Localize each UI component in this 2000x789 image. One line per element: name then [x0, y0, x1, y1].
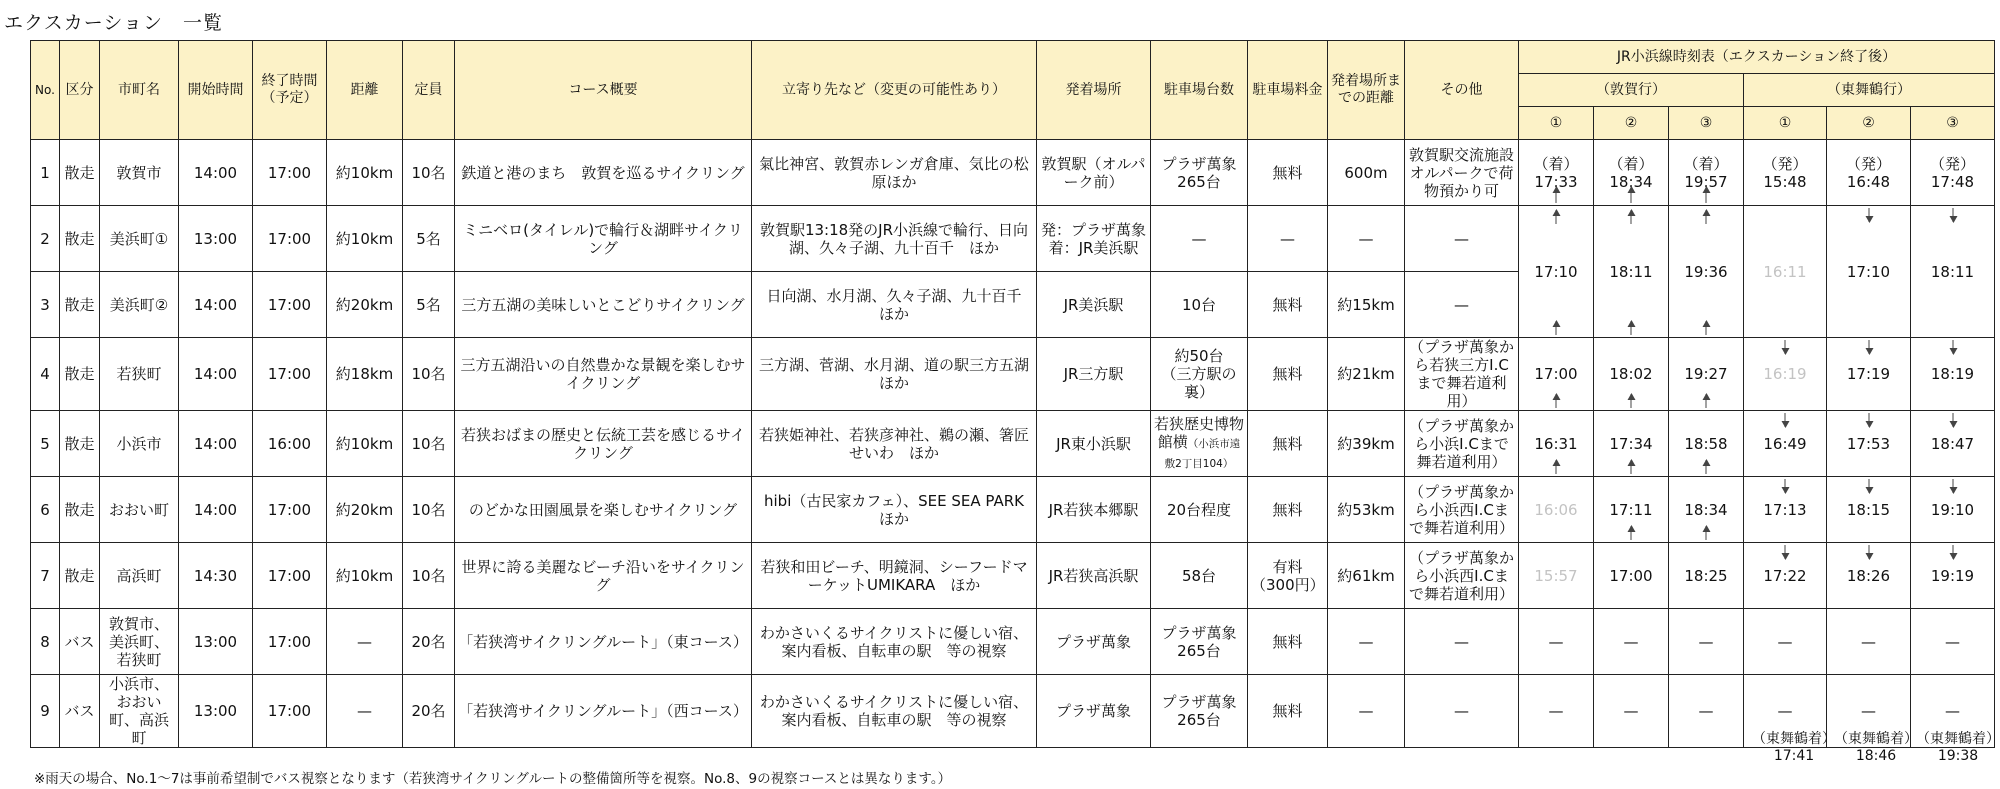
cell-depart: プラザ萬象 — [1037, 609, 1151, 675]
cell-stops: hibi（古民家カフェ）、SEE SEA PARK ほか — [752, 477, 1037, 543]
cell-distance: 約10km — [327, 140, 403, 206]
cell-capacity: 20名 — [403, 609, 455, 675]
cell-capacity: 10名 — [403, 543, 455, 609]
tt-time: 15:48 — [1763, 172, 1807, 191]
tt-cell — [1911, 411, 1995, 477]
arrival-label: （東舞鶴着） — [1916, 731, 2000, 747]
arrival-note — [1752, 731, 1836, 765]
cell-distance: — — [327, 675, 403, 748]
header-other: その他 — [1405, 41, 1519, 140]
cell-kubun: バス — [60, 675, 100, 748]
table-row — [31, 140, 1995, 206]
cell-distance: 約18km — [327, 338, 403, 411]
tt-cell — [1669, 206, 1744, 338]
tt-time: 18:26 — [1846, 566, 1891, 585]
tt-label: （着） — [1533, 154, 1579, 173]
table-row — [31, 206, 1995, 272]
cell-course: 若狭おばまの歴史と伝統工芸を感じるサイクリング — [455, 411, 752, 477]
cell-start: 13:00 — [179, 675, 253, 748]
cell-dist-to: 約15km — [1328, 272, 1405, 338]
arrow-up-icon — [1631, 187, 1632, 203]
tt-time: 19:36 — [1684, 262, 1728, 281]
cell-start: 13:00 — [179, 206, 253, 272]
tt-time: 19:57 — [1684, 172, 1728, 191]
cell-depart: JR三方駅 — [1037, 338, 1151, 411]
tt-cell — [1669, 411, 1744, 477]
cell-fee: 無料 — [1248, 338, 1328, 411]
cell-kubun: バス — [60, 609, 100, 675]
parking-count: 約50台 — [1174, 347, 1224, 365]
arrival-label: （東舞鶴着） — [1752, 731, 1836, 747]
cell-depart: JR美浜駅 — [1037, 272, 1151, 338]
cell-course: 三方五湖沿いの自然豊かな景観を楽しむサイクリング — [455, 338, 752, 411]
header-city: 市町名 — [100, 41, 179, 140]
arrow-up-icon — [1631, 321, 1632, 335]
cell-start: 13:00 — [179, 609, 253, 675]
cell-start: 14:00 — [179, 272, 253, 338]
tt-time: 18:34 — [1609, 172, 1653, 191]
tt-cell: — — [1594, 675, 1669, 748]
cell-stops: 三方湖、菅湖、水月湖、道の駅三方五湖 ほか — [752, 338, 1037, 411]
cell-city: 敦賀市、美浜町、若狭町 — [100, 609, 179, 675]
tt-cell — [1744, 338, 1827, 411]
cell-depart: プラザ萬象 — [1037, 675, 1151, 748]
tt-time: 16:31 — [1534, 434, 1578, 453]
table-row — [31, 338, 1995, 411]
tt-time: 16:48 — [1846, 172, 1891, 191]
header-capacity: 定員 — [403, 41, 455, 140]
header-depart: 発着場所 — [1037, 41, 1151, 140]
cell-end: 17:00 — [253, 140, 327, 206]
cell-dist-to: 約39km — [1328, 411, 1405, 477]
tt-label: （発） — [1762, 154, 1808, 173]
cell-parking: プラザ萬象265台 — [1151, 609, 1248, 675]
cell-parking: 10台 — [1151, 272, 1248, 338]
cell-depart: JR若狭高浜駅 — [1037, 543, 1151, 609]
tt-cell — [1744, 543, 1827, 609]
tt-cell — [1911, 543, 1995, 609]
cell-other: （プラザ萬象から小浜西I.Cまで舞若道利用） — [1405, 543, 1519, 609]
tt-cell — [1519, 206, 1594, 338]
cell-stops: 敦賀駅13:18発のJR小浜線で輪行、日向湖、久々子湖、九十百千 ほか — [752, 206, 1037, 272]
tt-time: 18:47 — [1930, 434, 1975, 453]
cell-start: 14:00 — [179, 338, 253, 411]
tt-cell: — — [1594, 609, 1669, 675]
header-num: ② — [1594, 107, 1669, 140]
cell-distance: 約10km — [327, 411, 403, 477]
cell-end: 17:00 — [253, 206, 327, 272]
tt-cell — [1744, 477, 1827, 543]
cell-start: 14:30 — [179, 543, 253, 609]
tt-cell — [1744, 140, 1827, 206]
tt-cell — [1827, 338, 1911, 411]
arrow-up-icon — [1706, 460, 1707, 474]
tt-cell: — — [1669, 675, 1744, 748]
cell-dist-to: — — [1328, 675, 1405, 748]
tt-label: （発） — [1845, 154, 1891, 173]
cell-dist-to: 約61km — [1328, 543, 1405, 609]
arrow-up-icon — [1556, 321, 1557, 335]
cell-city: 小浜市、おおい町、高浜町 — [100, 675, 179, 748]
cell-distance: 約20km — [327, 272, 403, 338]
cell-course: 世界に誇る美麗なビーチ沿いをサイクリング — [455, 543, 752, 609]
tt-cell — [1519, 543, 1594, 609]
cell-other: — — [1405, 675, 1519, 748]
header-course: コース概要 — [455, 41, 752, 140]
arrival-time: 18:46 — [1855, 748, 1897, 764]
cell-distance: 約20km — [327, 477, 403, 543]
arrival-time: 19:38 — [1937, 748, 1979, 764]
cell-dist-to: 約53km — [1328, 477, 1405, 543]
cell-end: 17:00 — [253, 477, 327, 543]
cell-parking — [1151, 338, 1248, 411]
header-stops: 立寄り先など（変更の可能性あり） — [752, 41, 1037, 140]
arrow-up-icon — [1631, 460, 1632, 474]
table-row — [31, 675, 1995, 748]
arrow-up-icon — [1556, 394, 1557, 408]
tt-time: 17:13 — [1763, 500, 1807, 519]
tt-cell: — — [1669, 609, 1744, 675]
cell-end: 16:00 — [253, 411, 327, 477]
cell-parking: — — [1151, 206, 1248, 272]
cell-city: 若狭町 — [100, 338, 179, 411]
tt-cell — [1827, 140, 1911, 206]
tt-cell: — — [1827, 609, 1911, 675]
table-row — [31, 477, 1995, 543]
arrow-up-icon — [1706, 526, 1707, 540]
tt-time: 19:10 — [1930, 500, 1975, 519]
header-parking: 駐車場台数 — [1151, 41, 1248, 140]
tt-time: 16:11 — [1763, 262, 1807, 281]
cell-other: （プラザ萬象から小浜西I.Cまで舞若道利用） — [1405, 477, 1519, 543]
cell-kubun: 散走 — [60, 140, 100, 206]
tt-cell — [1594, 338, 1669, 411]
tt-time: 17:22 — [1763, 566, 1807, 585]
tt-cell — [1669, 477, 1744, 543]
tt-time: 17:10 — [1534, 262, 1578, 281]
cell-distance: 約10km — [327, 543, 403, 609]
parking-count: 若狭歴史博物館横 — [1154, 414, 1245, 451]
cell-distance: — — [327, 609, 403, 675]
tt-cell: — — [1911, 609, 1995, 675]
cell-other: — — [1405, 206, 1519, 272]
cell-course: 「若狭湾サイクリングルート」（東コース） — [455, 609, 752, 675]
cell-fee: — — [1248, 206, 1328, 272]
cell-kubun: 散走 — [60, 543, 100, 609]
tt-time: 16:06 — [1534, 500, 1578, 519]
cell-stops: 若狭姫神社、若狭彦神社、鵜の瀬、箸匠せいわ ほか — [752, 411, 1037, 477]
cell-other: （プラザ萬象から若狭三方I.Cまで舞若道利用） — [1405, 338, 1519, 411]
cell-fee: 無料 — [1248, 675, 1328, 748]
tt-label: （発） — [1929, 154, 1975, 173]
cell-capacity: 5名 — [403, 206, 455, 272]
tt-time: 16:19 — [1763, 365, 1807, 383]
cell-end: 17:00 — [253, 272, 327, 338]
tt-cell: — — [1519, 675, 1594, 748]
tt-time: 17:00 — [1609, 566, 1653, 585]
cell-stops: わかさいくるサイクリストに優しい宿、案内看板、自転車の駅 等の視察 — [752, 609, 1037, 675]
header-distance: 距離 — [327, 41, 403, 140]
tt-cell — [1744, 206, 1827, 338]
table-row — [31, 411, 1995, 477]
cell-end: 17:00 — [253, 675, 327, 748]
tt-time: 18:02 — [1609, 365, 1653, 383]
cell-dist-to: 600m — [1328, 140, 1405, 206]
cell-parking: プラザ萬象265台 — [1151, 675, 1248, 748]
tt-time: 17:48 — [1930, 172, 1975, 191]
arrow-up-icon — [1706, 394, 1707, 408]
arrival-label: （東舞鶴着） — [1834, 731, 1918, 747]
arrow-up-icon — [1556, 187, 1557, 203]
tt-cell: — — [1744, 675, 1827, 748]
cell-depart: 発：プラザ萬象着：JR美浜駅 — [1037, 206, 1151, 272]
header-no: No. — [31, 41, 60, 140]
cell-fee: 無料 — [1248, 477, 1328, 543]
arrival-note — [1834, 731, 1918, 765]
cell-no: 1 — [31, 140, 60, 206]
footnote: ※雨天の場合、No.1～7は事前希望制でバス視察となります（若狭湾サイクリングルートの整備箇所等を視察。No.8、9の視察コースとは異なります。） — [34, 771, 952, 787]
cell-other: 敦賀駅交流施設オルパークで荷物預かり可 — [1405, 140, 1519, 206]
arrow-up-icon — [1556, 460, 1557, 474]
cell-course: 三方五湖の美味しいとこどりサイクリング — [455, 272, 752, 338]
tt-cell — [1827, 411, 1911, 477]
tt-time: 17:33 — [1534, 172, 1578, 191]
tt-cell — [1519, 477, 1594, 543]
tt-cell — [1519, 140, 1594, 206]
table-row — [31, 609, 1995, 675]
cell-kubun: 散走 — [60, 206, 100, 272]
tt-time: 18:25 — [1684, 566, 1728, 585]
tt-cell: — — [1519, 609, 1594, 675]
tt-cell — [1519, 338, 1594, 411]
cell-dist-to: — — [1328, 206, 1405, 272]
header-maizuru-bound: （東舞鶴行） — [1744, 74, 1995, 107]
cell-city: 美浜町② — [100, 272, 179, 338]
table-row — [31, 543, 1995, 609]
header-end-time: 終了時間（予定） — [253, 41, 327, 140]
arrival-note — [1916, 731, 2000, 765]
cell-end: 17:00 — [253, 543, 327, 609]
tt-label: （着） — [1608, 154, 1654, 173]
cell-capacity: 10名 — [403, 338, 455, 411]
header-num: ③ — [1669, 107, 1744, 140]
tt-time: 17:11 — [1609, 500, 1653, 519]
cell-city: 小浜市 — [100, 411, 179, 477]
cell-other: — — [1405, 609, 1519, 675]
tt-time: 19:27 — [1684, 365, 1728, 383]
cell-stops: 氣比神宮、敦賀赤レンガ倉庫、気比の松原ほか — [752, 140, 1037, 206]
cell-city: 敦賀市 — [100, 140, 179, 206]
cell-course: ミニベロ(タイレル)で輪行＆湖畔サイクリング — [455, 206, 752, 272]
tt-time: 18:58 — [1684, 434, 1728, 453]
cell-course: 「若狭湾サイクリングルート」（西コース） — [455, 675, 752, 748]
tt-cell — [1827, 477, 1911, 543]
cell-capacity: 20名 — [403, 675, 455, 748]
parking-note: （小浜市遠敷2丁目104） — [1164, 437, 1241, 470]
tt-time: 17:53 — [1846, 434, 1891, 453]
tt-cell — [1911, 338, 1995, 411]
tt-cell — [1594, 543, 1669, 609]
arrow-up-icon — [1631, 526, 1632, 540]
tt-cell: — — [1744, 609, 1827, 675]
tt-cell — [1594, 477, 1669, 543]
tt-cell — [1911, 140, 1995, 206]
cell-no: 2 — [31, 206, 60, 272]
header-num: ② — [1827, 107, 1911, 140]
cell-depart: JR東小浜駅 — [1037, 411, 1151, 477]
cell-course: 鉄道と港のまち 敦賀を巡るサイクリング — [455, 140, 752, 206]
header-timetable: JR小浜線時刻表（エクスカーション終了後） — [1519, 41, 1995, 74]
cell-city: 美浜町① — [100, 206, 179, 272]
tt-cell — [1519, 411, 1594, 477]
arrow-up-icon — [1706, 187, 1707, 203]
header-num: ① — [1744, 107, 1827, 140]
cell-parking: プラザ萬象265台 — [1151, 140, 1248, 206]
header-dist-to: 発着場所までの距離 — [1328, 41, 1405, 140]
cell-dist-to: — — [1328, 609, 1405, 675]
cell-depart: JR若狭本郷駅 — [1037, 477, 1151, 543]
tt-time: 18:34 — [1684, 500, 1728, 519]
cell-start: 14:00 — [179, 140, 253, 206]
cell-capacity: 10名 — [403, 140, 455, 206]
cell-no: 5 — [31, 411, 60, 477]
cell-stops: 若狭和田ビーチ、明鏡洞、シーフードマーケットUMIKARA ほか — [752, 543, 1037, 609]
cell-no: 8 — [31, 609, 60, 675]
tt-cell — [1669, 140, 1744, 206]
cell-capacity: 5名 — [403, 272, 455, 338]
tt-cell — [1827, 206, 1911, 338]
cell-no: 7 — [31, 543, 60, 609]
cell-kubun: 散走 — [60, 477, 100, 543]
header-num: ③ — [1911, 107, 1995, 140]
cell-no: 4 — [31, 338, 60, 411]
tt-cell — [1827, 543, 1911, 609]
page-title: エクスカーション 一覧 — [4, 12, 224, 34]
arrow-up-icon — [1706, 321, 1707, 335]
tt-cell — [1911, 477, 1995, 543]
cell-fee: 無料 — [1248, 272, 1328, 338]
cell-capacity: 10名 — [403, 477, 455, 543]
cell-dist-to: 約21km — [1328, 338, 1405, 411]
tt-cell — [1669, 338, 1744, 411]
arrow-up-icon — [1631, 394, 1632, 408]
tt-time: 17:00 — [1534, 365, 1578, 383]
tt-time: 16:49 — [1763, 434, 1807, 453]
excursion-table — [30, 40, 1995, 748]
parking-note: （三方駅の裏） — [1161, 365, 1237, 401]
cell-parking: 20台程度 — [1151, 477, 1248, 543]
cell-depart: 敦賀駅（オルパーク前） — [1037, 140, 1151, 206]
header-fee: 駐車場料金 — [1248, 41, 1328, 140]
cell-other: — — [1405, 272, 1519, 338]
tt-time: 17:34 — [1609, 434, 1653, 453]
cell-no: 3 — [31, 272, 60, 338]
arrival-time: 17:41 — [1773, 748, 1815, 764]
cell-end: 17:00 — [253, 338, 327, 411]
header-tsuruga-bound: （敦賀行） — [1519, 74, 1744, 107]
tt-cell — [1594, 411, 1669, 477]
cell-other: （プラザ萬象から小浜I.Cまで舞若道利用） — [1405, 411, 1519, 477]
header-kubun: 区分 — [60, 41, 100, 140]
cell-kubun: 散走 — [60, 338, 100, 411]
tt-cell — [1744, 411, 1827, 477]
cell-stops: 日向湖、水月湖、久々子湖、九十百千 ほか — [752, 272, 1037, 338]
cell-distance: 約10km — [327, 206, 403, 272]
tt-cell — [1594, 140, 1669, 206]
tt-time: 18:11 — [1930, 262, 1975, 281]
tt-time: 17:10 — [1846, 262, 1891, 281]
cell-fee: 無料 — [1248, 411, 1328, 477]
tt-cell: — — [1827, 675, 1911, 748]
cell-course: のどかな田園風景を楽しむサイクリング — [455, 477, 752, 543]
cell-fee: 無料 — [1248, 140, 1328, 206]
cell-kubun: 散走 — [60, 411, 100, 477]
cell-fee: 有料（300円） — [1248, 543, 1328, 609]
cell-start: 14:00 — [179, 477, 253, 543]
header-num: ① — [1519, 107, 1594, 140]
tt-time: 18:11 — [1609, 262, 1653, 281]
cell-parking: 58台 — [1151, 543, 1248, 609]
tt-label: （着） — [1683, 154, 1729, 173]
tt-cell: — — [1911, 675, 1995, 748]
tt-time: 15:57 — [1534, 566, 1578, 585]
tt-cell — [1911, 206, 1995, 338]
cell-city: おおい町 — [100, 477, 179, 543]
cell-kubun: 散走 — [60, 272, 100, 338]
cell-start: 14:00 — [179, 411, 253, 477]
cell-parking — [1151, 411, 1248, 477]
tt-time: 17:19 — [1846, 365, 1891, 383]
header-start-time: 開始時間 — [179, 41, 253, 140]
tt-time: 19:19 — [1930, 566, 1975, 585]
tt-cell — [1594, 206, 1669, 338]
cell-end: 17:00 — [253, 609, 327, 675]
cell-capacity: 10名 — [403, 411, 455, 477]
cell-stops: わかさいくるサイクリストに優しい宿、案内看板、自転車の駅 等の視察 — [752, 675, 1037, 748]
cell-fee: 無料 — [1248, 609, 1328, 675]
cell-no: 9 — [31, 675, 60, 748]
tt-cell — [1669, 543, 1744, 609]
tt-time: 18:15 — [1846, 500, 1891, 519]
cell-city: 高浜町 — [100, 543, 179, 609]
tt-time: 18:19 — [1930, 365, 1975, 383]
cell-no: 6 — [31, 477, 60, 543]
